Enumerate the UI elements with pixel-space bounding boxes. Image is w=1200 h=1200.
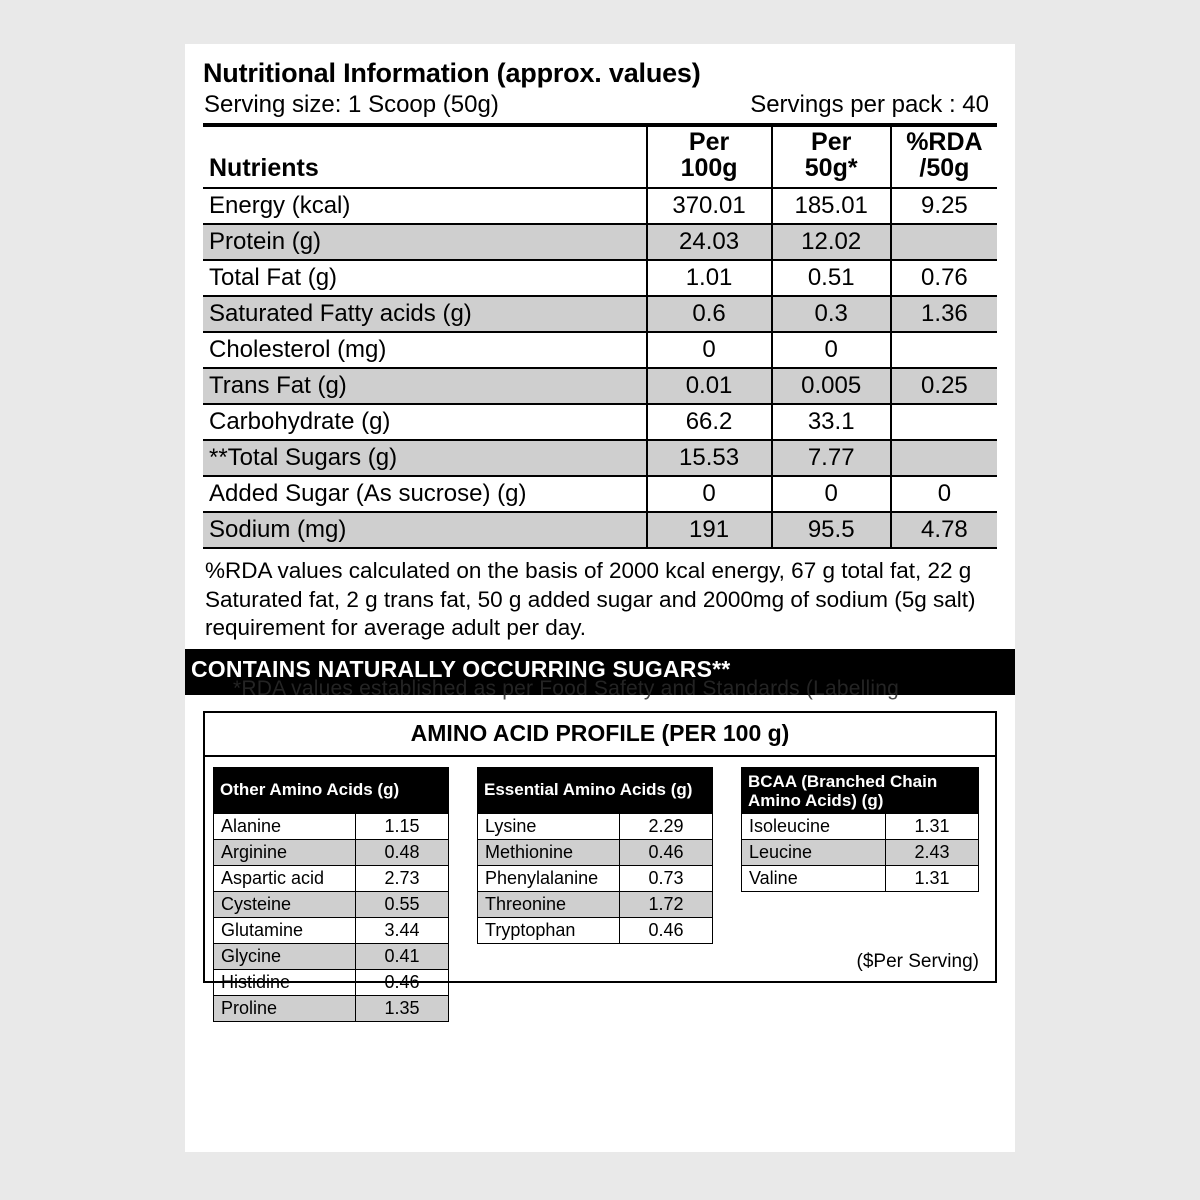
table-row	[203, 368, 997, 404]
nutrition-label-card	[185, 44, 1015, 1152]
nutrient-name: Trans Fat (g)	[203, 368, 647, 404]
table-row	[203, 188, 997, 224]
amino-value: 0.55	[356, 891, 449, 917]
amino-name: Leucine	[742, 839, 886, 865]
nutrient-name: Saturated Fatty acids (g)	[203, 296, 647, 332]
amino-table	[477, 813, 713, 944]
amino-name: Valine	[742, 865, 886, 891]
per-50g-line2: 50g*	[804, 153, 858, 182]
table-row	[478, 865, 713, 891]
serving-info-row	[203, 89, 997, 127]
nutrient-per-50g: 7.77	[772, 440, 891, 476]
rda-line2: /50g	[919, 153, 970, 182]
amino-acid-columns	[205, 757, 995, 1022]
amino-value: 1.35	[356, 995, 449, 1021]
nutrient-rda	[891, 224, 997, 260]
nutrient-per-100g: 370.01	[647, 188, 772, 224]
amino-column-header: Essential Amino Acids (g)	[477, 767, 713, 813]
amino-name: Isoleucine	[742, 813, 886, 839]
nutrient-rda: 1.36	[891, 296, 997, 332]
amino-name: Arginine	[214, 839, 356, 865]
nutrient-per-100g: 66.2	[647, 404, 772, 440]
table-row	[214, 995, 449, 1021]
table-row	[214, 943, 449, 969]
per-100g-line2: 100g	[680, 153, 738, 182]
amino-table	[213, 813, 449, 1022]
table-row	[478, 891, 713, 917]
nutrient-rda: 0.76	[891, 260, 997, 296]
table-row	[214, 839, 449, 865]
page-title: Nutritional Information (approx. values)	[203, 58, 701, 88]
essential-amino-acids-column	[477, 767, 713, 1022]
amino-value: 0.41	[356, 943, 449, 969]
amino-value: 0.46	[620, 839, 713, 865]
nutrient-name: Carbohydrate (g)	[203, 404, 647, 440]
bcaa-column	[741, 767, 979, 1022]
servings-per-pack-label: Servings per pack : 40	[750, 91, 989, 119]
amino-name: Methionine	[478, 839, 620, 865]
nutrient-per-50g: 95.5	[772, 512, 891, 548]
per-serving-note: ($Per Serving)	[856, 950, 979, 972]
table-row	[742, 813, 979, 839]
table-row	[742, 865, 979, 891]
nutrient-per-50g: 0	[772, 332, 891, 368]
amino-value: 2.73	[356, 865, 449, 891]
table-row	[742, 839, 979, 865]
amino-name: Aspartic acid	[214, 865, 356, 891]
amino-name: Proline	[214, 995, 356, 1021]
amino-value: 3.44	[356, 917, 449, 943]
amino-name: Cysteine	[214, 891, 356, 917]
nutrient-name: Protein (g)	[203, 224, 647, 260]
amino-name: Phenylalanine	[478, 865, 620, 891]
amino-value: 1.31	[886, 813, 979, 839]
nutrient-rda: 0.25	[891, 368, 997, 404]
nutrient-per-100g: 0	[647, 332, 772, 368]
rda-footnote: %RDA values calculated on the basis of 2000 kcal energy, 67 g total fat, 22 g Saturated fat, 2 g trans fat, 50 g added sugar and 2000mg of sodium (5g salt) requirement for average adult per day.	[205, 558, 976, 641]
per-50g-line1: Per	[811, 128, 852, 157]
table-row	[203, 332, 997, 368]
nutrient-rda: 9.25	[891, 188, 997, 224]
nutrient-per-50g: 12.02	[772, 224, 891, 260]
nutrient-per-100g: 24.03	[647, 224, 772, 260]
nutrient-per-50g: 0.51	[772, 260, 891, 296]
amino-value: 2.43	[886, 839, 979, 865]
amino-name: Glycine	[214, 943, 356, 969]
amino-column-header: BCAA (Branched Chain Amino Acids) (g)	[741, 767, 979, 813]
nutrient-rda	[891, 332, 997, 368]
nutrient-per-100g: 0	[647, 476, 772, 512]
nutrient-per-50g: 185.01	[772, 188, 891, 224]
table-row	[214, 969, 449, 995]
table-row	[203, 224, 997, 260]
nutrient-name: Added Sugar (As sucrose) (g)	[203, 476, 647, 512]
rda-line1: %RDA	[906, 128, 983, 157]
table-row	[214, 813, 449, 839]
table-row	[203, 296, 997, 332]
table-row	[214, 917, 449, 943]
amino-name: Tryptophan	[478, 917, 620, 943]
amino-value: 0.46	[620, 917, 713, 943]
per-100g-line1: Per	[688, 128, 730, 157]
nutrition-section	[185, 44, 1015, 700]
amino-value: 1.72	[620, 891, 713, 917]
nutrient-name: Total Fat (g)	[203, 260, 647, 296]
table-row	[203, 260, 997, 296]
amino-acid-title: AMINO ACID PROFILE (PER 100 g)	[205, 713, 995, 757]
amino-name: Glutamine	[214, 917, 356, 943]
nutrient-per-100g: 0.6	[647, 296, 772, 332]
table-row	[203, 476, 997, 512]
amino-name: Threonine	[478, 891, 620, 917]
amino-value: 1.31	[886, 865, 979, 891]
nutrient-name: Sodium (mg)	[203, 512, 647, 548]
amino-value: 0.48	[356, 839, 449, 865]
table-row	[478, 813, 713, 839]
amino-value: 0.73	[620, 865, 713, 891]
contains-sugars-text: CONTAINS NATURALLY OCCURRING SUGARS**	[191, 655, 731, 682]
nutrient-rda: 0	[891, 476, 997, 512]
nutrient-per-50g: 33.1	[772, 404, 891, 440]
ghost-regulation-note: *RDA values established as per Food Safety and Standards (Labelling	[233, 676, 899, 700]
column-header-rda	[891, 127, 997, 188]
nutrient-name: Cholesterol (mg)	[203, 332, 647, 368]
table-row	[203, 512, 997, 548]
amino-table	[741, 813, 979, 892]
column-header-per-50g	[772, 127, 891, 188]
column-header-nutrients: Nutrients	[203, 127, 647, 188]
table-row	[214, 865, 449, 891]
amino-acid-section	[203, 711, 997, 1018]
nutrient-per-100g: 191	[647, 512, 772, 548]
nutrient-rda	[891, 440, 997, 476]
amino-value: 1.15	[356, 813, 449, 839]
amino-value: 0.46	[356, 969, 449, 995]
nutrient-per-50g: 0.3	[772, 296, 891, 332]
nutrition-table-header	[203, 127, 997, 188]
nutrient-name: Energy (kcal)	[203, 188, 647, 224]
nutrient-rda: 4.78	[891, 512, 997, 548]
amino-name: Alanine	[214, 813, 356, 839]
table-row	[478, 839, 713, 865]
nutrient-per-100g: 1.01	[647, 260, 772, 296]
table-row	[214, 891, 449, 917]
amino-value: 2.29	[620, 813, 713, 839]
nutrient-name: **Total Sugars (g)	[203, 440, 647, 476]
other-amino-acids-column	[213, 767, 449, 1022]
nutrient-per-100g: 15.53	[647, 440, 772, 476]
nutrition-table	[203, 127, 997, 549]
amino-name: Histidine	[214, 969, 356, 995]
nutrient-per-50g: 0.005	[772, 368, 891, 404]
table-row	[203, 440, 997, 476]
contains-sugars-banner	[185, 649, 1015, 700]
table-row	[478, 917, 713, 943]
nutrition-table-body	[203, 188, 997, 548]
nutrient-per-50g: 0	[772, 476, 891, 512]
amino-name: Lysine	[478, 813, 620, 839]
column-header-per-100g	[647, 127, 772, 188]
table-row	[203, 404, 997, 440]
nutrient-rda	[891, 404, 997, 440]
nutrient-per-100g: 0.01	[647, 368, 772, 404]
serving-size-label: Serving size: 1 Scoop (50g)	[204, 91, 499, 119]
amino-column-header: Other Amino Acids (g)	[213, 767, 449, 813]
